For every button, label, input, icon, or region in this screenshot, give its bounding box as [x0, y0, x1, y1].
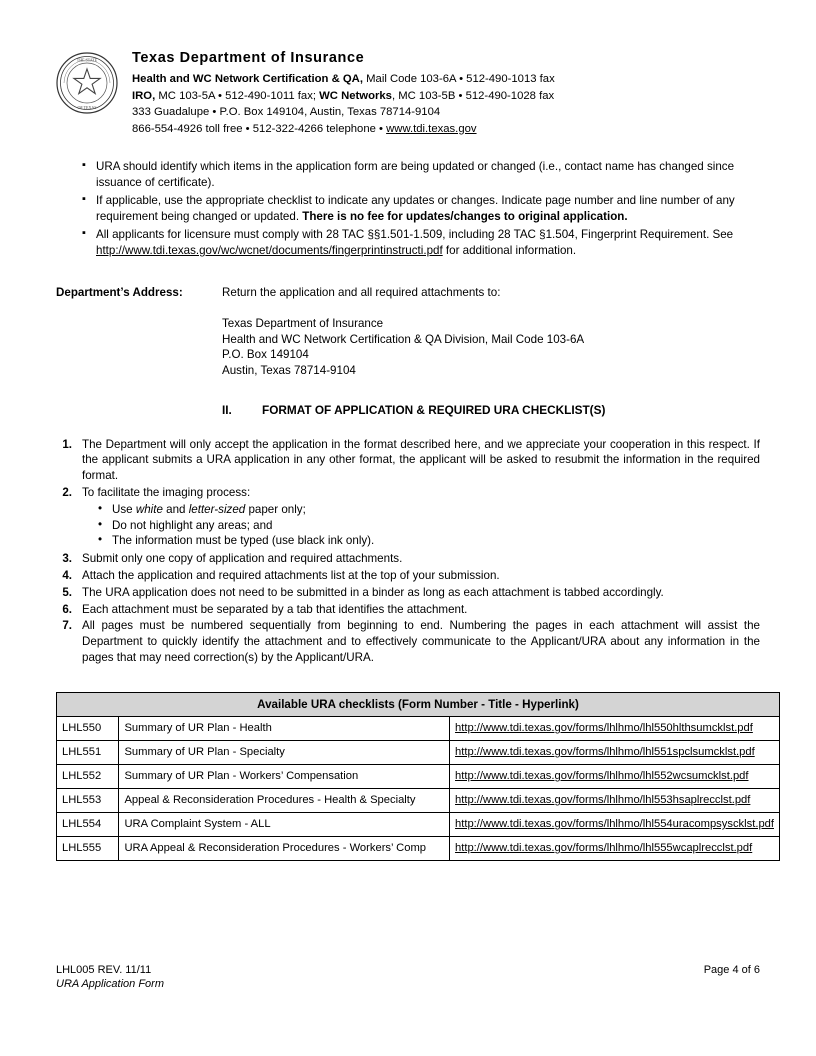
item-marker: 7. — [62, 619, 72, 633]
header-line-3-address: 333 Guadalupe • P.O. Box 149104, Austin, Texas 78714-9104 — [132, 106, 441, 118]
form-revision: LHL005 REV. 11/11 — [56, 964, 152, 976]
table-row — [57, 740, 780, 764]
section-heading — [222, 403, 760, 417]
item-text: Attach the application and required attachments list at the top of your submission. — [82, 568, 500, 582]
header-phone-text: 866-554-4926 toll free • 512-322-4266 telephone • — [132, 122, 387, 135]
form-title: Summary of UR Plan - Workers’ Compensation — [119, 764, 450, 788]
header-line-4 — [132, 121, 555, 138]
form-title: Summary of UR Plan - Specialty — [119, 740, 450, 764]
table-row — [57, 716, 780, 740]
item-marker: 6. — [62, 602, 72, 616]
list-item — [56, 602, 760, 618]
sub-bullet-1-tail: paper only; — [245, 502, 306, 516]
address-line: Texas Department of Insurance — [222, 317, 384, 331]
bullet-1-text: URA should identify which items in the application form are being updated or changed (i.e., contact name has changed since issuance of certificate). — [96, 160, 735, 189]
tdi-website-link[interactable]: www.tdi.texas.gov — [386, 122, 477, 135]
checklist-link[interactable]: http://www.tdi.texas.gov/forms/lhlhmo/lhl553hsaplrecclst.pdf — [455, 794, 751, 807]
table-row — [57, 788, 780, 812]
sub-bullet-1-mid: and — [162, 502, 189, 516]
bullet-3-tail: for additional information. — [442, 243, 577, 257]
section-title: FORMAT OF APPLICATION & REQUIRED URA CHECKLIST(S) — [262, 402, 606, 417]
page-number: Page 4 of 6 — [703, 964, 760, 976]
address-line: P.O. Box 149104 — [222, 348, 309, 362]
available-ura-checklists-table — [56, 692, 780, 861]
list-item — [82, 502, 760, 518]
list-item — [56, 585, 760, 601]
header-text-block — [132, 48, 555, 137]
form-code: LHL553 — [57, 788, 119, 812]
table-caption: Available URA checklists (Form Number - Title - Hyperlink) — [57, 692, 780, 716]
form-code: LHL555 — [57, 836, 119, 860]
list-item — [82, 193, 760, 224]
checklist-link[interactable]: http://www.tdi.texas.gov/forms/lhlhmo/lhl551spclsumcklst.pdf — [455, 746, 755, 759]
bullet-2-bold: There is no fee for updates/changes to original application. — [302, 209, 628, 223]
address-line: Health and WC Network Certification & QA Division, Mail Code 103-6A — [222, 332, 585, 346]
svg-text:THE STATE: THE STATE — [76, 57, 98, 63]
form-title: Appeal & Reconsideration Procedures - Health & Specialty — [119, 788, 450, 812]
list-item — [56, 618, 760, 665]
svg-text:OF TEXAS: OF TEXAS — [77, 105, 97, 110]
department-address-intro: Return the application and all required attachments to: — [222, 285, 501, 299]
department-address-row — [56, 285, 760, 301]
header-line-2-mid: MC 103-5A • 512-490-1011 fax; — [155, 89, 320, 102]
checklist-link[interactable]: http://www.tdi.texas.gov/forms/lhlhmo/lhl555wcaplrecclst.pdf — [455, 842, 753, 855]
address-line: Austin, Texas 78714-9104 — [222, 363, 356, 377]
table-row — [57, 836, 780, 860]
item-marker: 1. — [62, 437, 72, 451]
form-title: URA Complaint System - ALL — [119, 812, 450, 836]
form-code: LHL554 — [57, 812, 119, 836]
header-line-1-rest: Mail Code 103-6A • 512-490-1013 fax — [362, 73, 555, 85]
bullet-2-text: If applicable, use the appropriate checklist to indicate any updates or changes. Indicate page number and line number of any requirement being changed or updated. — [96, 194, 735, 223]
item-marker: 4. — [62, 568, 72, 582]
form-title: Summary of UR Plan - Health — [119, 716, 450, 740]
list-item — [82, 227, 760, 258]
list-item — [82, 159, 760, 190]
header-line-2-bold-wc: WC Networks — [319, 89, 392, 102]
item-text: The Department will only accept the application in the format described here, and we appreciate your cooperation in this respect. If the applicant submits a URA application in any other format, the applicant will be asked to resubmit the information in the required format. — [82, 437, 760, 483]
list-item — [56, 568, 760, 584]
sub-bullet-3-text: The information must be typed (use black ink only). — [112, 534, 375, 548]
imaging-sub-list — [82, 502, 760, 549]
form-name: URA Application Form — [56, 978, 164, 990]
item-text: Each attachment must be separated by a tab that identifies the attachment. — [82, 602, 468, 616]
department-mailing-address — [222, 316, 760, 378]
header-line-2 — [132, 88, 555, 105]
table-row — [57, 764, 780, 788]
item-marker: 2. — [62, 485, 72, 499]
item-marker: 3. — [62, 552, 72, 566]
item-text: All pages must be numbered sequentially from beginning to end. Numbering the pages in each attachment will assist the Department to quickly identify the attachment and to effectively communicate to the Applicant/URA about any information in the pages that may need correction(s) by the Applicant/URA. — [82, 619, 760, 664]
agency-title: Texas Department of Insurance — [132, 50, 365, 66]
checklist-link[interactable]: http://www.tdi.texas.gov/forms/lhlhmo/lhl552wcsumcklst.pdf — [455, 770, 749, 783]
list-item — [82, 533, 760, 549]
form-code: LHL552 — [57, 764, 119, 788]
page-footer — [56, 964, 760, 990]
fingerprint-instructions-link[interactable]: http://www.tdi.texas.gov/wc/wcnet/documents/fingerprintinstructi.pdf — [96, 243, 443, 257]
bullet-3-text: All applicants for licensure must comply with 28 TAC §§1.501-1.509, including 28 TAC §1.504, Fingerprint Requirement. See — [96, 228, 734, 242]
sub-bullet-2-text: Do not highlight any areas; and — [112, 518, 273, 532]
item-text: Submit only one copy of application and required attachments. — [82, 552, 403, 566]
sub-bullet-1-italic-white: white — [135, 502, 163, 516]
notes-bullet-list — [56, 159, 760, 259]
list-item — [82, 518, 760, 534]
item-marker: 5. — [62, 585, 72, 599]
list-item — [56, 437, 760, 484]
form-code: LHL551 — [57, 740, 119, 764]
department-address-label: Department’s Address: — [56, 285, 183, 299]
sub-bullet-1-pre: Use — [112, 502, 136, 516]
section-number: II. — [222, 402, 232, 417]
document-header — [56, 48, 760, 137]
item-body — [82, 485, 760, 550]
form-code: LHL550 — [57, 716, 119, 740]
header-line-1 — [132, 71, 555, 88]
header-line-1-bold: Health and WC Network Certification & QA, — [132, 73, 363, 85]
footer-left — [56, 964, 164, 990]
list-item — [56, 485, 760, 550]
checklist-link[interactable]: http://www.tdi.texas.gov/forms/lhlhmo/lhl554uracompsyscklst.pdf — [455, 818, 774, 831]
header-line-2-bold-iro: IRO, — [132, 89, 156, 102]
table-row — [57, 812, 780, 836]
state-seal-icon — [56, 52, 118, 114]
form-title: URA Appeal & Reconsideration Procedures - Workers’ Comp — [119, 836, 450, 860]
header-line-2-rest: , MC 103-5B • 512-490-1028 fax — [391, 89, 555, 102]
format-requirements-list — [56, 437, 760, 666]
checklist-link[interactable]: http://www.tdi.texas.gov/forms/lhlhmo/lhl550hlthsumcklst.pdf — [455, 722, 753, 735]
list-item — [56, 551, 760, 567]
table-header-row — [57, 692, 780, 716]
sub-bullet-1-italic-letter: letter-sized — [188, 502, 246, 516]
item-text: To facilitate the imaging process: — [82, 485, 251, 499]
item-text: The URA application does not need to be submitted in a binder as long as each attachment is tabbed accordingly. — [82, 585, 664, 599]
